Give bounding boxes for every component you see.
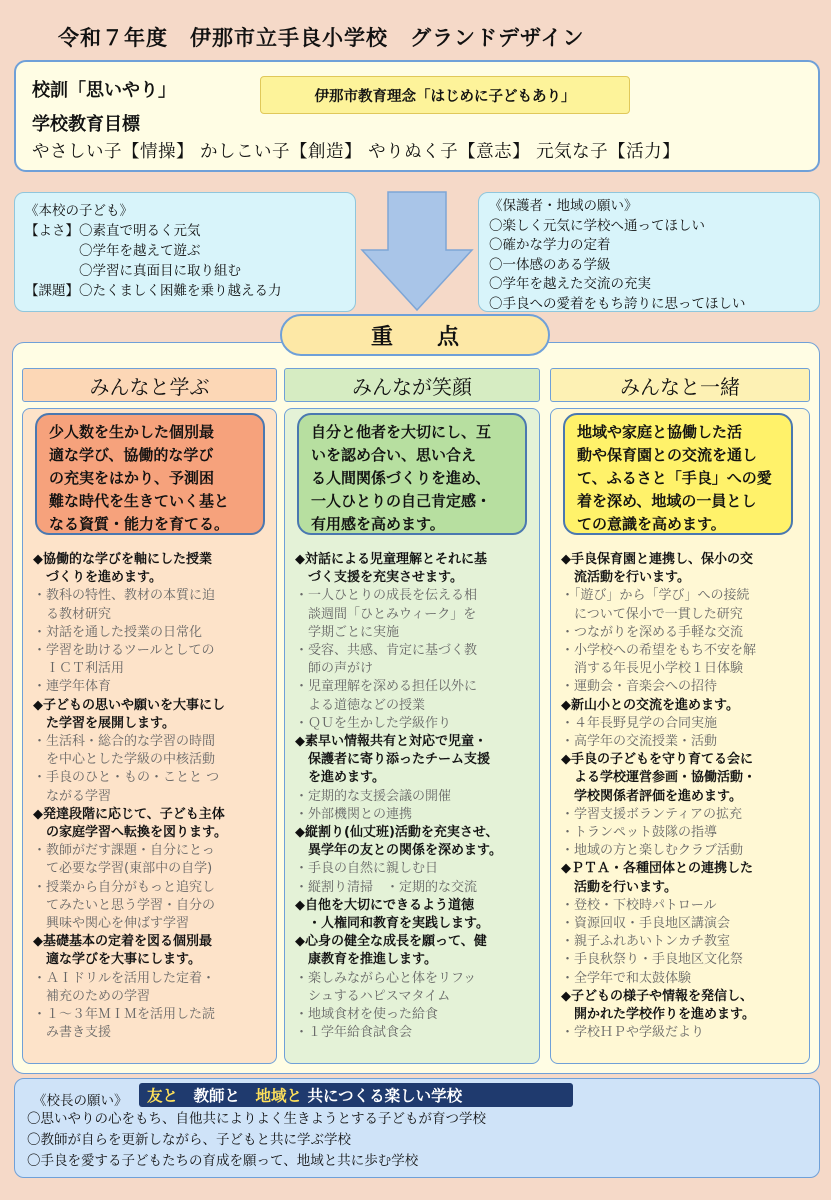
focus-subitem: ・対話を通した授業の日常化	[33, 624, 203, 640]
focus-subitem: ・全学年で和太鼓体験	[561, 970, 692, 986]
focus-subitem: 興味や関心を伸ばす学習	[33, 916, 190, 932]
focus-subitem: ・１学年給食試食会	[295, 1025, 413, 1041]
focus-subitem: よる道徳などの授業	[295, 697, 426, 713]
principal-wish-line: 〇教師が自らを更新しながら、子どもと共に学ぶ学校	[27, 1132, 351, 1148]
summary-line: 地域や家庭と協働した活	[577, 423, 743, 441]
focus-item: づく支援を充実させます。	[295, 570, 463, 586]
slogan-part: 友と	[147, 1087, 179, 1105]
focus-item: ◆基礎基本の定着を図る個別最	[33, 934, 212, 950]
column-together-with-all	[550, 408, 810, 1064]
summary-line: なる資質・能力を育てる。	[49, 515, 230, 533]
focus-item: ◆縦割り(仙丈班)活動を充実させ、	[295, 825, 499, 841]
focus-subitem: ・教科の特性、教材の本質に迫	[33, 588, 216, 604]
principal-wishes-box	[14, 1078, 820, 1178]
parents-wishes-line: 〇一体感のある学級	[489, 256, 611, 273]
principal-wishes-list	[27, 1109, 486, 1172]
column-summary	[297, 413, 527, 535]
focus-subitem: ・親子ふれあいトンカチ教室	[561, 934, 731, 950]
focus-item: 開かれた学校作りを進めます。	[561, 1007, 755, 1023]
principal-wish-line: 〇思いやりの心をもち、自他共によりよく生きようとする子どもが育つ学校	[27, 1111, 486, 1127]
summary-line: て、ふるさと「手良」への愛	[577, 469, 772, 487]
focus-subitem: ・１～３年ＭＩＭを活用した読	[33, 1007, 216, 1023]
focus-item: ・人権同和教育を実践します。	[295, 916, 489, 932]
city-education-philosophy: 伊那市教育理念「はじめに子どもあり」	[260, 76, 630, 114]
column-items	[33, 551, 277, 1042]
focus-subitem: ・学校ＨＰや学級だより	[561, 1025, 705, 1041]
focus-subitem: ・学習を助けるツールとしての	[33, 643, 215, 659]
parents-wishes-line: 〇楽しく元気に学校へ通ってほしい	[489, 217, 705, 234]
summary-line: る人間関係づくりを進め、	[311, 469, 491, 487]
summary-line: 難な時代を生きていく基と	[49, 492, 230, 510]
summary-line: 着を深め、地域の一員とし	[577, 492, 757, 510]
focus-subitem: ・ＡＩドリルを活用した定着・	[33, 970, 216, 986]
focus-subitem: ・学習支援ボランティアの拡充	[561, 806, 742, 822]
slogan-part: 地域と	[240, 1087, 303, 1105]
our-children-line: 〇学年を越えて遊ぶ	[25, 243, 201, 259]
focus-item: ◆子どもの様子や情報を発信し、	[561, 988, 753, 1004]
focus-subitem: ・ＱＵを生かした学級作り	[295, 715, 452, 731]
principal-wish-line: 〇手良を愛する子どもたちの育成を願って、地域と共に歩む学校	[27, 1153, 419, 1169]
focus-subitem: ・つながりを深める手軽な交流	[561, 624, 744, 640]
column-summary	[35, 413, 265, 535]
focus-item: ◆手良の子どもを守り育てる会に	[561, 752, 753, 768]
page-title: 令和７年度 伊那市立手良小学校 グランドデザイン	[58, 26, 585, 50]
school-slogan	[139, 1083, 573, 1107]
principal-wishes-label: 《校長の願い》	[33, 1093, 128, 1109]
focus-subitem: ・縦割り清掃 ・定期的な交流	[295, 879, 478, 895]
summary-line: いを認め合い、思い合え	[311, 446, 477, 464]
focus-item: 異学年の友との関係を深めます。	[295, 843, 502, 859]
summary-line: 動や保育園との交流を通し	[577, 446, 758, 464]
focus-subitem: 補充のための学習	[33, 988, 151, 1004]
focus-item: 保護者に寄り添ったチーム支援	[295, 752, 491, 768]
focus-item: ◆素早い情報共有と対応で児童・	[295, 734, 487, 750]
focus-item: 学校関係者評価を進めます。	[561, 788, 742, 804]
column-items	[561, 551, 805, 1042]
focus-subitem: ・楽しみながら心と体をリフッ	[295, 970, 477, 986]
parents-wishes-line: 〇確かな学力の定着	[489, 237, 611, 253]
parents-wishes-box	[478, 192, 820, 312]
focus-subitem: ながる学習	[33, 788, 112, 804]
focus-subitem: て必要な学習(東部中の自学)	[33, 861, 213, 877]
parents-wishes-line: 〇学年を越えた交流の充実	[489, 276, 651, 292]
focus-item: ◆対話による児童理解とそれに基	[295, 552, 487, 567]
focus-subitem: ・運動会・音楽会への招待	[561, 679, 718, 695]
focus-item: ◆心身の健全な成長を願って、健	[295, 934, 487, 950]
focus-subitem: ・受容、共感、肯定に基づく教	[295, 643, 478, 659]
focus-subitem: ・高学年の交流授業・活動	[561, 734, 718, 750]
focus-subitem: ・外部機関との連携	[295, 806, 413, 822]
column-items	[295, 551, 539, 1042]
summary-line: 少人数を生かした個別最	[49, 423, 215, 441]
focus-subitem: シュするハピスマタイム	[295, 988, 451, 1004]
our-children-line: 《本校の子ども》	[25, 203, 133, 219]
down-arrow-icon	[358, 188, 476, 314]
focus-subitem: ・手良のひと・もの・ことと つ	[33, 770, 220, 786]
column-heading-learn-together: みんなと学ぶ	[22, 368, 277, 402]
focus-subitem: ・地域食材を使った給食	[295, 1007, 439, 1023]
education-goal-items: やさしい子【情操】 かしこい子【創造】 やりぬく子【意志】 元気な子【活力】	[32, 142, 681, 162]
focus-item: づくりを進めます。	[33, 570, 162, 586]
summary-line: 適な学び、協働的な学び	[49, 446, 214, 464]
focus-subitem: ・連学年体育	[33, 679, 112, 695]
summary-line: の充実をはかり、予測困	[49, 469, 215, 487]
focus-subitem: てみたいと思う学習・自分の	[33, 897, 216, 913]
focus-item: を進めます。	[295, 770, 385, 786]
focus-item: ◆手良保育園と連携し、保小の交	[561, 552, 753, 567]
parents-wishes-line: 〇手良への愛着をもち誇りに思ってほしい	[489, 295, 746, 312]
focus-subitem: ・トランペット鼓隊の指導	[561, 825, 718, 841]
focus-subitem: 師の声がけ	[295, 661, 374, 677]
focus-item: ◆ＰＴＡ・各種団体との連携した	[561, 861, 753, 877]
focus-item: ◆新山小との交流を進めます。	[561, 697, 739, 713]
focus-subitem: ＩＣＴ利活用	[33, 661, 125, 677]
focus-subitem: ・定期的な支援会議の開催	[295, 788, 452, 804]
focus-item: 活動を行います。	[561, 879, 677, 895]
focus-subitem: ・一人ひとりの成長を伝える相	[295, 588, 478, 604]
slogan-part: 教師と	[178, 1087, 241, 1105]
focus-subitem: 談週間「ひとみウィーク」を	[295, 606, 477, 622]
focus-subitem: ・手良の自然に親しむ日	[295, 861, 439, 877]
focus-item: た学習を展開します。	[33, 715, 175, 731]
focus-item: ◆子どもの思いや願いを大事にし	[33, 697, 225, 713]
slogan-part: 共につくる楽しい学校	[302, 1087, 463, 1105]
focus-subitem: ・児童理解を深める担任以外に	[295, 679, 478, 695]
school-motto-box	[14, 60, 820, 172]
school-motto: 校訓「思いやり」	[32, 80, 176, 101]
summary-line: 自分と他者を大切にし、互	[311, 423, 492, 441]
focus-subitem: ・「遊び」から「学び」への接続	[561, 588, 750, 604]
focus-item: の家庭学習へ転換を図ります。	[33, 825, 227, 841]
focus-subitem: ・授業から自分がもっと追究し	[33, 879, 216, 895]
summary-line: 一人ひとりの自己肯定感・	[311, 492, 492, 510]
our-children-line: 【よさ】〇素直で明るく元気	[25, 223, 201, 239]
focus-subitem: ・登校・下校時パトロール	[561, 897, 717, 913]
focus-subitem: ・教師がだす課題・自分にとっ	[33, 843, 215, 859]
focus-item: ◆協働的な学びを軸にした授業	[33, 552, 212, 567]
focus-subitem: ・４年長野見学の合同実施	[561, 715, 718, 731]
column-heading-all-smiling: みんなが笑顔	[284, 368, 540, 402]
our-children-box	[14, 192, 356, 312]
column-heading-together-with-all: みんなと一緒	[550, 368, 810, 402]
focus-heading: 重点	[280, 314, 550, 356]
focus-subitem: 消する年長児小学校１日体験	[561, 661, 744, 677]
education-goal-label: 学校教育目標	[32, 114, 140, 135]
focus-subitem: ・手良秋祭り・手良地区文化祭	[561, 952, 744, 968]
focus-item: よる学校運営参画・協働活動・	[561, 770, 757, 786]
focus-subitem: ・生活科・総合的な学習の時間	[33, 734, 216, 750]
column-all-smiling	[284, 408, 540, 1064]
focus-subitem: ・小学校への希望をもち不安を解	[561, 643, 757, 659]
column-learn-together	[22, 408, 277, 1064]
focus-item: ◆自他を大切にできるよう道徳	[295, 897, 474, 913]
focus-item: 康教育を推進します。	[295, 952, 437, 968]
focus-subitem: 学期ごとに実施	[295, 624, 400, 640]
column-summary	[563, 413, 793, 535]
our-children-line: 【課題】〇たくましく困難を乗り越える力	[25, 283, 282, 299]
focus-item: 流活動を行います。	[561, 570, 690, 586]
our-children-line: 〇学習に真面目に取り組む	[25, 263, 241, 279]
summary-line: ての意識を高めます。	[577, 515, 726, 533]
focus-subitem: み書き支援	[33, 1025, 112, 1041]
summary-line: 有用感を高めます。	[311, 515, 445, 533]
focus-subitem: を中心とした学級の中核活動	[33, 752, 216, 768]
focus-item: 適な学びを大事にします。	[33, 952, 201, 968]
focus-subitem: ・資源回収・手良地区講演会	[561, 916, 731, 932]
focus-item: ◆発達段階に応じて、子ども主体	[33, 806, 225, 822]
focus-subitem: について保小で一貫した研究	[561, 606, 743, 622]
focus-subitem: る教材研究	[33, 606, 112, 622]
focus-subitem: ・地域の方と楽しむクラブ活動	[561, 843, 744, 859]
parents-wishes-line: 《保護者・地域の願い》	[489, 198, 638, 214]
